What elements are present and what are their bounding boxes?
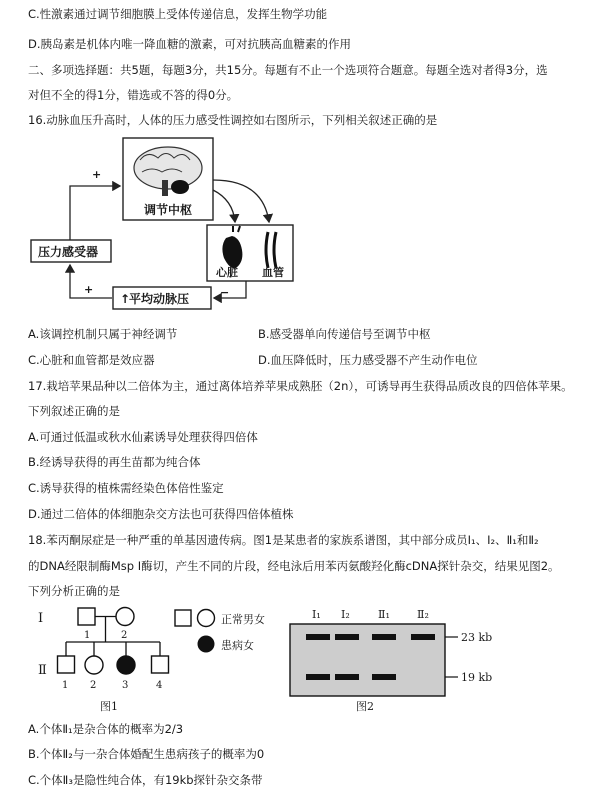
pedigree-number-i2: 2 <box>121 630 128 641</box>
figure1-caption: 图1 <box>100 700 118 713</box>
q16-option-c: C.心脏和血管都是效应器 <box>28 353 155 367</box>
q18-option-b: B.个体Ⅱ₂与一杂合体婚配生患病孩子的概率为0 <box>28 747 265 761</box>
q16-option-d: D.血压降低时，压力感受器不产生动作电位 <box>258 353 478 367</box>
arterial-pressure-label: 平均动脉压 <box>129 292 190 306</box>
vessel-label: 血管 <box>262 266 284 279</box>
q17-option-c: C.诱导获得的植株需经染色体倍性鉴定 <box>28 481 224 495</box>
q16-option-b: B.感受器单向传递信号至调节中枢 <box>258 327 431 341</box>
section2-intro-line1: 二、多项选择题：共5题，每题3分，共15分。每题有不止一个选项符合题意。每题全选对者得3分，选 <box>28 63 548 77</box>
blot-band <box>372 674 396 680</box>
blot-band <box>411 634 435 640</box>
blot-lane-label: Ⅱ₂ <box>417 608 429 621</box>
q16-stem: 16.动脉血压升高时，人体的压力感受性调控如右图所示，下列相关叙述正确的是 <box>28 113 438 127</box>
q17-stem-line1: 17.栽培苹果品种以二倍体为主，通过离体培养苹果成熟胚（2n），可诱导再生获得品质改良的四倍体苹果。 <box>28 379 573 393</box>
pedigree-number-ii4: 4 <box>156 680 163 691</box>
legend-normal-label: 正常男女 <box>221 613 265 626</box>
legend-affected-label: 患病女 <box>221 639 254 652</box>
blot-lane-label: Ⅰ₁ <box>312 608 321 621</box>
pressure-sensor-label: 压力感受器 <box>38 245 99 259</box>
q15-option-c: C.性激素通过调节细胞膜上受体传递信息，发挥生物学功能 <box>28 7 328 21</box>
plus-sign: + <box>84 283 94 296</box>
minus-sign: − <box>220 286 230 299</box>
generation-1-label: Ⅰ <box>38 611 44 626</box>
arrow-effector-to-pressure <box>214 281 246 298</box>
q18-stem-line2: 的DNA经限制酶Msp Ⅰ酶切，产生不同的片段，经电泳后用苯丙氨酸羟化酶cDNA探针杂交，结果见图2。 <box>28 559 560 573</box>
blot-band <box>372 634 396 640</box>
pedigree-number-ii3: 3 <box>122 680 129 691</box>
pedigree-number-i1: 1 <box>84 630 91 641</box>
marker-19kb-label: 19 kb <box>461 671 493 684</box>
q18-stem-line1: 18.苯丙酮尿症是一种严重的单基因遗传病。图1是某患者的家族系谱图，其中部分成员Ⅰ₁、Ⅰ₂、Ⅱ₁和Ⅱ₂ <box>28 533 539 547</box>
arrow-sensor-to-center <box>70 186 120 240</box>
q18-option-c: C.个体Ⅱ₃是隐性纯合体，有19kb探针杂交条带 <box>28 773 263 787</box>
regulation-diagram <box>0 0 600 325</box>
pedigree-number-ii1: 1 <box>62 680 69 691</box>
blot-lane-label: Ⅰ₂ <box>341 608 350 621</box>
blot-lane-label: Ⅱ₁ <box>378 608 390 621</box>
plus-sign: + <box>92 168 102 181</box>
marker-23kb-label: 23 kb <box>461 631 493 644</box>
q17-option-d: D.通过二倍体的体细胞杂交方法也可获得四倍体植株 <box>28 507 294 521</box>
heart-label: 心脏 <box>216 266 238 279</box>
generation-2-label: Ⅱ <box>38 663 47 678</box>
q18-stem-line3: 下列分析正确的是 <box>28 584 120 598</box>
blot-band <box>306 674 330 680</box>
q18-option-a: A.个体Ⅱ₁是杂合体的概率为2/3 <box>28 722 184 736</box>
q17-option-a: A.可通过低温或秋水仙素诱导处理获得四倍体 <box>28 430 258 444</box>
regulation-center-label: 调节中枢 <box>144 203 193 217</box>
arrow-center-to-heart <box>213 190 235 222</box>
section2-intro-line2: 对但不全的得1分，错选或不答的得0分。 <box>28 88 239 102</box>
arterial-pressure-up-arrow: ↑ <box>120 292 131 306</box>
arrow-center-to-vessel <box>213 180 269 222</box>
figure2-caption: 图2 <box>356 700 374 713</box>
blot-band <box>335 674 359 680</box>
q16-option-a: A.该调控机制只属于神经调节 <box>28 327 178 341</box>
blot-band <box>306 634 330 640</box>
q17-option-b: B.经诱导获得的再生苗都为纯合体 <box>28 455 201 469</box>
blot-band <box>335 634 359 640</box>
q15-option-d: D.胰岛素是机体内唯一降血糖的激素，可对抗胰高血糖素的作用 <box>28 37 352 51</box>
q17-stem-line2: 下列叙述正确的是 <box>28 404 120 418</box>
blot-figure <box>0 600 600 720</box>
pedigree-number-ii2: 2 <box>90 680 97 691</box>
